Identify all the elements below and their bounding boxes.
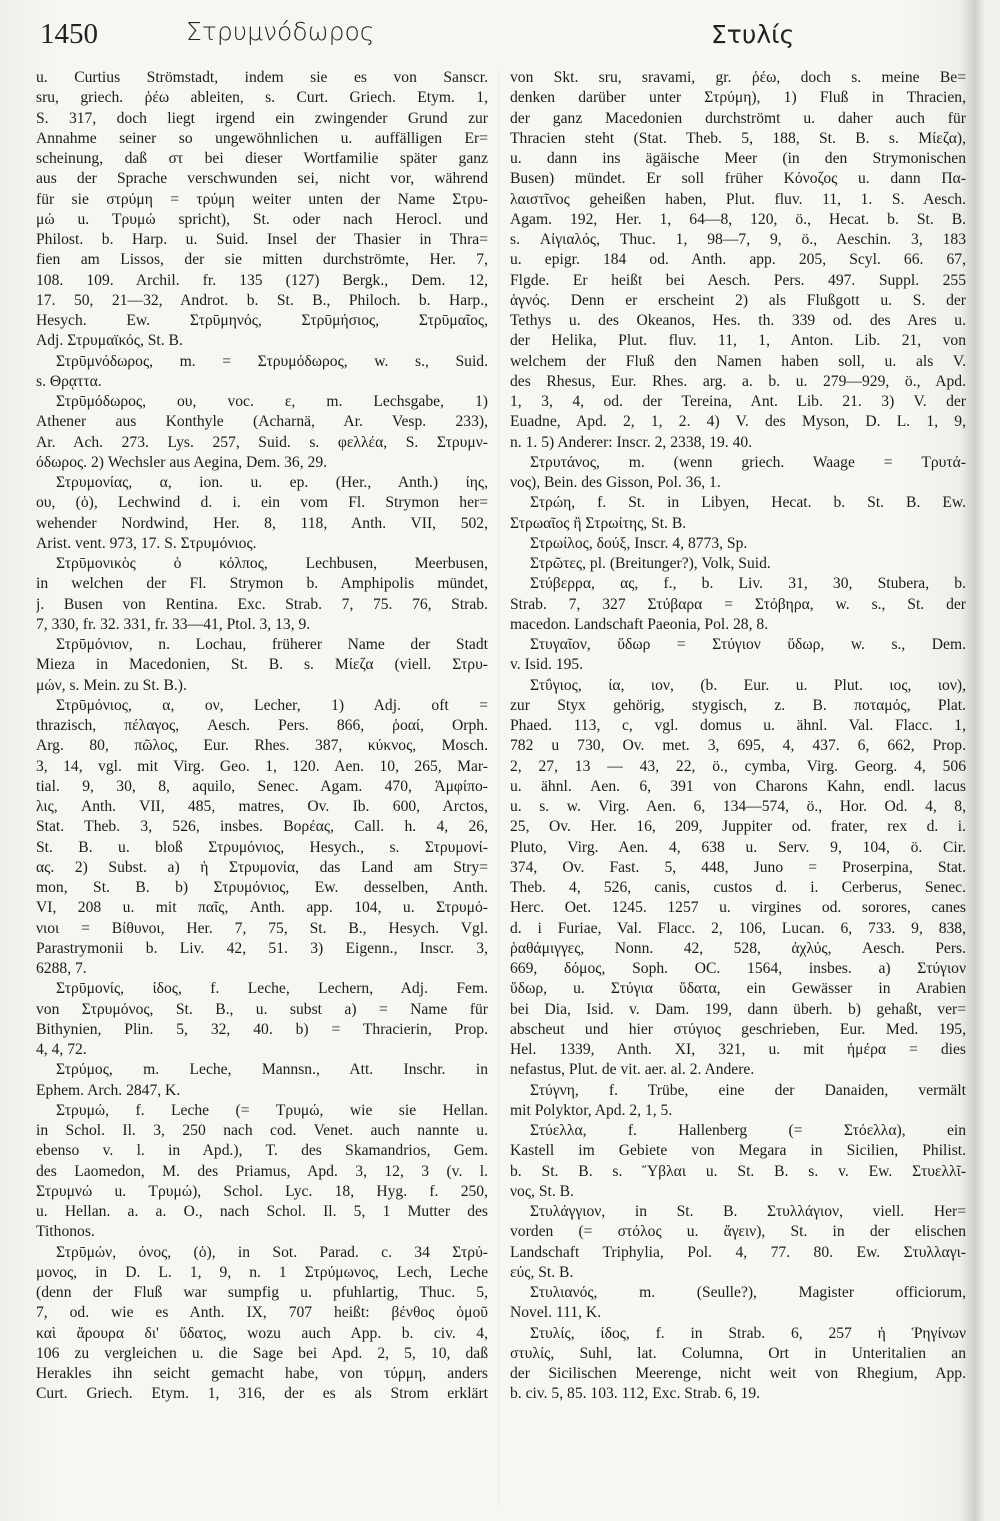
text-line: Stat. Theb. 3, 526, insbes. Βορέας, Call. h. 4, 26, [36, 818, 488, 836]
text-line: vorden (= στόλος u. ἄγειν), St. in der elischen [510, 1223, 966, 1241]
text-line: Herakles ihn seicht gemacht habe, von τύρμη, anders [36, 1365, 488, 1382]
text-line: j. Busen von Rentina. Exc. Strab. 7, 75. 76, Strab. [36, 595, 488, 613]
text-line: thrazisch, πέλαγος, Aesch. Pers. 866, ῥοαί, Orph. [36, 717, 488, 734]
entry-headline: Στρῡμονικὸς ὁ κόλπος, Lechbusen, Meerbusen, [56, 555, 488, 572]
text-line: der Sicilischen Meerenge, nicht weit von Rhegium, App. [510, 1365, 966, 1382]
entry-headline: Στρῡμονίς, ίδος, f. Leche, Lechern, Adj. Fem. [56, 980, 488, 998]
text-line: στυλίς, Suhl, lat. Columna, Ort in Unteritalien an [510, 1344, 966, 1362]
text-line: s. Θρᾳττα. [36, 372, 102, 390]
text-line: Στρυμνώ u. Τρυμώ), Schol. Lyc. 18, Hyg. f. 250, [36, 1182, 488, 1200]
text-line: Pluto, Virg. Aen. 4, 638 u. Serv. 9, 104, ö. Cir. [510, 838, 966, 856]
text-line: der Helika, Plut. fluv. 11, 1, Anton. Lib. 21, von [510, 332, 966, 350]
entry-headline: Στρῡμόνιος, α, ον, Lecher, 1) Adj. oft = [56, 696, 488, 714]
text-line: λις, Anth. VII, 485, matres, Ov. Ib. 600, Arctos, [36, 798, 488, 815]
text-line: u. Hellan. a. a. O., nach Schol. Il. 5, 1 Mutter des [36, 1203, 488, 1220]
text-line: ὕδωρ, u. Στύγια ὕδατα, ein Gewässer in Arabien [510, 980, 966, 998]
running-head-left: Στρυμνόδωρος [186, 17, 375, 46]
entry-headline: Στυγαῖον, ὕδωρ = Στύγιον ὕδωρ, w. s., Dem. [530, 636, 966, 653]
text-line: von Skt. sru, sravami, gr. ῥέω, doch s. meine Be= [510, 69, 966, 86]
text-line: des Rhesus, Eur. Rhes. arg. a. b. u. 279—929, ö., Apd. [510, 372, 966, 390]
text-line: ῥαθάμιγγες, Nonn. 42, 528, ἀχλύς, Aesch. Pers. [510, 939, 966, 957]
text-line: abscheut und hier στύγιος geschrieben, Eur. Med. 195, [510, 1020, 966, 1038]
entry-headline: Στρῶτες, pl. (Breitunger?), Volk, Suid. [530, 555, 771, 572]
entry-headline: Στύγνη, f. Trübe, eine der Danaiden, vermält [530, 1081, 966, 1099]
text-line: Mieza in Macedonien, St. B. s. Μίεζα (viell. Στρυ- [36, 656, 488, 674]
text-line: 2, 27, 13 — 43, 22, ö., cymba, Virg. Georg. 4, 506 [510, 757, 966, 775]
entry-headline: Στύελλα, f. Hallenberg (= Στόελλα), ein [530, 1122, 966, 1139]
entry-headline: Στρυτάνος, m. (wenn griech. Waage = Τρυτά- [530, 453, 966, 471]
text-line: u. s. w. Virg. Aen. 6, 134—574, ö., Hor. Od. 4, 8, [510, 798, 966, 815]
text-line: von Στρυμόνος, St. B., u. subst a) = Name für [36, 1000, 488, 1018]
text-line: ἁγνός. Denn er erscheint 2) als Flußgott u. S. der [510, 291, 966, 309]
text-line: 25, Ov. Her. 16, 209, Juppiter od. frater, rex d. i. [510, 818, 966, 836]
page-number: 1450 [40, 18, 98, 50]
text-line: μώ u. Τρυμώ spricht), St. oder nach Herocl. und [36, 210, 488, 228]
text-line: Curt. Griech. Etym. 1, 316, der es als Strom erklärt [36, 1385, 488, 1403]
text-line: 3, 14, vgl. mit Virg. Geo. 1, 120. Aen. 10, 265, Mar- [36, 757, 488, 775]
text-line: Ar. Ach. 273. Lys. 257, Suid. s. φελλέα, S. Στρυμν- [36, 433, 488, 451]
text-line: s. Αἰγιαλός, Thuc. 1, 98—7, 9, ö., Aeschin. 3, 183 [510, 231, 966, 248]
text-line: tial. 9, 30, 8, aquilo, Senec. Agam. 470, Ἀμφίπο- [36, 777, 488, 795]
text-line: u. ähnl. Aen. 6, 391 von Charons Kahn, endl. lacus [510, 777, 966, 795]
entry-headline: Στρυμονίας, α, ion. u. ep. (Her., Anth.) ίης, [56, 474, 488, 491]
text-line: 782 u 730, Ov. met. 3, 695, 4, 437. 6, 662, Prop. [510, 737, 966, 755]
text-line: (denn der Fluß war sumpfig u. pfuhlartig, Thuc. 5, [36, 1284, 488, 1301]
text-line: b. St. B. s. Ὕβλαι u. St. B. s. v. Ew. Στυελλῖ- [510, 1162, 966, 1180]
text-line: nefastus, Plut. de vit. aer. al. 2. Andere. [510, 1061, 755, 1079]
text-line: Flgde. Er heißt bei Aesch. Pers. 497. Suppl. 255 [510, 271, 966, 289]
entry-headline: Στυλίς, ίδος, f. in Strab. 6, 257 ἡ Ῥηγίνων [530, 1324, 966, 1342]
text-line: Annahme seiner so ungewöhnlichen u. auffälligen Er= [36, 129, 488, 147]
text-line: Novel. 111, K. [510, 1304, 602, 1322]
text-line: Tethys u. des Okeanos, Hes. th. 339 od. des Ares u. [510, 312, 966, 329]
text-line: Στρωαῖος ἢ Στρωίτης, St. B. [510, 514, 687, 532]
text-line: Philost. b. Harp. u. Suid. Insel der Thasier in Thra= [36, 231, 488, 248]
text-line: Tithonos. [36, 1223, 95, 1241]
text-line: wehender Nordwind, Her. 8, 118, Anth. VII, 502, [36, 514, 488, 532]
text-line: Agam. 192, Her. 1, 64—8, 120, ö., Hecat. b. St. B. [510, 210, 966, 228]
left-column [36, 68, 488, 1405]
entry-headline: Στρυμώ, f. Leche (= Τρυμώ, wie sie Hellan. [56, 1101, 488, 1119]
text-line: VI, 208 u. mit παῖς, Anth. app. 104, u. Στρυμό- [36, 899, 488, 917]
text-line: μονος, in D. L. 1, 9, n. 1 Στρύμωνος, Lech, Leche [36, 1263, 488, 1281]
text-line: fien am Lissos, der sie mitten durchströmte, Her. 7, [36, 251, 488, 269]
text-line: aus der Sprache verschwunden sei, nicht vor, während [36, 170, 488, 188]
running-head-right: Στυλίς [711, 20, 795, 49]
text-line: bei Dia, Isid. v. Dam. 199, dann überh. b) gehaßt, ver= [510, 1000, 966, 1018]
text-line: Athener aus Konthyle (Acharnä, Ar. Vesp. 233), [36, 413, 488, 431]
text-line: καὶ ἄρουρα δι' ὕδατος, wozu auch App. b. civ. 4, [36, 1324, 488, 1342]
entry-headline: Στρῡμόνιον, n. Lochau, früherer Name der Stadt [56, 636, 488, 653]
text-line: in Schol. Il. 3, 250 nach cod. Venet. auch nannte u. [36, 1122, 488, 1139]
text-line: der ganz Macedonien durchströmt u. daher auch für [510, 109, 966, 127]
text-line: Arist. vent. 973, 17. S. Στρυμόνιος. [36, 534, 257, 552]
text-line: όδωρος. 2) Wechsler aus Aegina, Dem. 36, 29. [36, 453, 328, 471]
text-line: εύς, St. B. [510, 1263, 574, 1281]
text-line: 4, 4, 72. [36, 1041, 87, 1058]
text-line: νος), Bein. des Gisson, Pol. 36, 1. [510, 474, 721, 491]
text-line: νιοι = Βίθυνοι, Her. 7, 75, St. B., Hesych. Vgl. [36, 919, 488, 937]
text-line: Parastrymonii b. Liv. 42, 51. 3) Eigenn., Inscr. 3, [36, 939, 488, 957]
text-line: Thracien steht (Stat. Theb. 5, 188, St. B. s. Μίεζα), [510, 129, 966, 147]
entry-headline: Στΰγιος, ία, ιον, (b. Eur. u. Plut. ιος, ιον), [530, 676, 966, 694]
text-line: Hel. 1339, Anth. XI, 321, u. mit ἡμέρα = dies [510, 1041, 966, 1058]
text-line: νος, St. B. [510, 1182, 574, 1200]
text-line: zur Styx gehörig, stygisch, z. B. ποταμός, Plat. [510, 696, 966, 714]
text-line: denken darüber unter Στρύμη), 1) Fluß in Thracien, [510, 89, 966, 107]
text-line: St. B. u. bloß Στρυμόνιος, Hesych., s. Στρυμονί- [36, 838, 488, 856]
entry-headline: Στρῡμνόδωρος, m. = Στρυμόδωρος, w. s., Suid. [56, 352, 488, 370]
text-line: 17. 50, 21—32, Androt. b. St. B., Philoch. b. Harp., [36, 291, 488, 309]
text-line: b. civ. 5, 85. 103. 112, Exc. Strab. 6, 19. [510, 1385, 761, 1403]
text-line: Hesych. Ew. Στρῡμηνός, Στρῡμήσιος, Στρῡμαῖος, [36, 312, 488, 329]
text-line: u. Curtius Strömstadt, indem sie es von Sanscr. [36, 69, 488, 86]
text-line: ου, (ὁ), Lechwind d. i. ein vom Fl. Strymon her= [36, 494, 488, 512]
text-line: macedon. Landschaft Paeonia, Pol. 28, 8. [510, 615, 769, 633]
entry-headline: Στρώη, f. St. in Libyen, Hecat. b. St. B. Ew. [530, 494, 966, 512]
text-line: 374, Ov. Fast. 5, 448, Juno = Proserpina, Stat. [510, 858, 966, 876]
text-line: Landschaft Triphylia, Pol. 4, 77. 80. Ew. Στυλλαγι- [510, 1243, 966, 1261]
text-line: mon, St. B. b) Στρυμόνιος, Ew. desselben, Anth. [36, 879, 488, 896]
text-line: ebenso v. l. in Apd.), T. des Skamandrios, Gem. [36, 1142, 488, 1160]
right-column [510, 68, 966, 1405]
entry-headline: Στυλάγγιον, in St. B. Στυλλάγιον, viell. Her= [530, 1203, 966, 1220]
text-line: für sie στρύμη = τρύμη weiter unten der Name Στρυ- [36, 190, 488, 208]
entry-headline: Στρύμος, m. Leche, Mannsn., Att. Inschr. in [56, 1061, 488, 1079]
text-line: 7, 330, fr. 32. 331, fr. 33—41, Ptol. 3, 13, 9. [36, 615, 311, 633]
text-line: welchem der Fluß den Namen haben soll, u. als V. [510, 352, 966, 370]
text-line: sru, griech. ῥέω ableiten, s. Curt. Griech. Etym. 1, [36, 89, 488, 107]
entry-headline: Στυλιανός, m. (Seulle?), Magister officiorum, [530, 1284, 966, 1301]
text-line: u. epigr. 184 od. Anth. app. 205, Scyl. 66. 67, [510, 251, 966, 269]
text-line: d. i Furiae, Val. Flacc. 2, 106, Lucan. 6, 733. 9, 838, [510, 919, 966, 937]
entry-headline: Στύβερρα, ας, f., b. Liv. 31, 30, Stubera, b. [530, 575, 966, 593]
text-line: 108. 109. Archil. fr. 135 (127) Bergk., Dem. 12, [36, 271, 488, 289]
text-line: 106 zu vergleichen u. die Sage bei Apd. 2, 5, 10, daß [36, 1344, 488, 1362]
text-line: Strab. 7, 327 Στύβαρα = Στόβηρα, w. s., St. der [510, 595, 966, 613]
text-line: Busen) mündet. Er soll früher Κόνοζος u. dann Πα- [510, 170, 966, 188]
entry-headline: Στρωίλος, δούξ, Inscr. 4, 8773, Sp. [530, 534, 748, 552]
text-line: ας. 2) Subst. a) ἡ Στρυμονία, das Land am Stry= [36, 858, 488, 876]
text-line: 669, δόμος, Soph. OC. 1564, insbes. a) Στύγιον [510, 960, 966, 977]
text-line: scheinung, daß στ bei dieser Wortfamilie später ganz [36, 150, 488, 167]
text-line: S. 317, doch liegt irgend ein zwingender Grund zur [36, 109, 488, 127]
text-line: 7, od. wie es Anth. IX, 707 heißt: βένθος ὁμοῦ [36, 1304, 488, 1322]
text-line: v. Isid. 195. [510, 656, 584, 674]
text-line: Euadne, Apd. 2, 1, 2. 4) V. des Myson, D. L. 1, 9, [510, 413, 966, 431]
text-line: Bithynien, Plin. 5, 32, 40. b) = Thracierin, Prop. [36, 1020, 488, 1038]
text-line: mit Polyktor, Apd. 2, 1, 5. [510, 1101, 673, 1119]
text-line: des Laomedon, M. des Priamus, Apd. 3, 12, 3 (v. l. [36, 1162, 488, 1180]
text-line: λαιστῖνος geheißen haben, Plut. fluv. 11, 1. S. Aesch. [510, 190, 966, 208]
text-line: Herc. Oet. 1245. 1257 u. virgines od. sorores, canes [510, 899, 966, 917]
entry-headline: Στρῡμών, όνος, (ὁ), in Sot. Parad. c. 34 Στρύ- [56, 1243, 488, 1261]
text-line: Adj. Στρυμαϊκός, St. B. [36, 332, 183, 350]
page-header [0, 16, 1000, 56]
text-line: μών, s. Mein. zu St. B.). [36, 676, 187, 694]
text-line: Kastell im Gebiete von Megara in Sicilien, Philist. [510, 1142, 966, 1160]
text-line: Ephem. Arch. 2847, K. [36, 1081, 181, 1099]
text-line: u. dann ins ägäische Meer (in den Strymonischen [510, 150, 966, 167]
text-line: Theb. 4, 526, canis, custos d. i. Cerberus, Senec. [510, 879, 966, 896]
text-line: in welchen der Fl. Strymon b. Amphipolis mündet, [36, 575, 488, 593]
column-gutter [498, 68, 499, 1508]
text-line: n. 1. 5) Anderer: Inscr. 2, 2338, 19. 40. [510, 433, 753, 451]
text-line: 6288, 7. [36, 960, 87, 977]
text-line: 1, 3, 4, od. der Tereina, Ant. Lib. 21. 3) V. der [510, 393, 966, 410]
text-line: Phaed. 113, c, vgl. domus u. ähnl. Val. Flacc. 1, [510, 717, 966, 734]
text-line: Arg. 80, πῶλος, Eur. Rhes. 387, κύκνος, Mosch. [36, 737, 488, 755]
entry-headline: Στρῡμόδωρος, ου, voc. ε, m. Lechsgabe, 1) [56, 393, 488, 410]
